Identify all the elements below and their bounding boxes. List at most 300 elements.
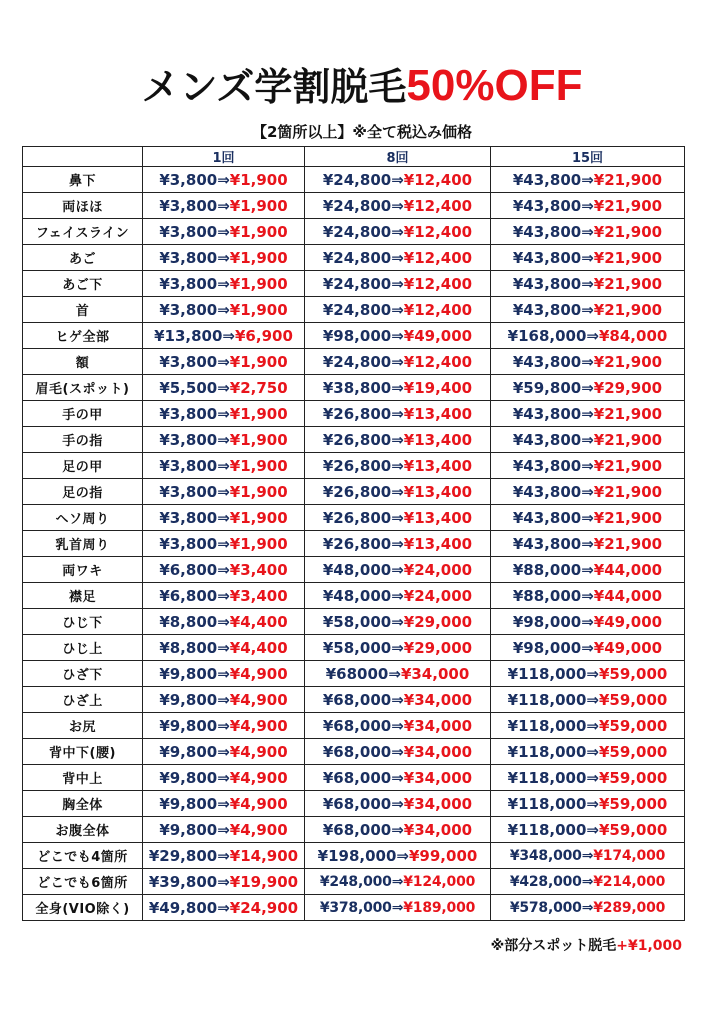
arrow-icon: ⇒ <box>581 873 594 890</box>
price-cell-p8 <box>305 791 491 817</box>
price-cell-p1 <box>143 505 305 531</box>
regular-price: ¥24,800 <box>322 300 392 319</box>
arrow-icon: ⇒ <box>581 300 594 319</box>
table-row <box>23 453 685 479</box>
arrow-icon: ⇒ <box>586 326 599 345</box>
body-part-label: 足の指 <box>23 479 143 505</box>
discount-price: ¥34,000 <box>403 742 473 761</box>
discount-price: ¥19,900 <box>229 872 299 891</box>
price-cell-p8 <box>305 739 491 765</box>
table-row <box>23 375 685 401</box>
arrow-icon: ⇒ <box>581 534 594 553</box>
table-row <box>23 193 685 219</box>
price-cell-p1 <box>143 271 305 297</box>
body-part-label: 両ワキ <box>23 557 143 583</box>
price-cell-p1 <box>143 193 305 219</box>
regular-price: ¥3,800 <box>159 534 218 553</box>
price-cell-p15 <box>491 739 685 765</box>
regular-price: ¥68,000 <box>322 742 392 761</box>
arrow-icon: ⇒ <box>217 664 230 683</box>
discount-price: ¥12,400 <box>403 222 473 241</box>
regular-price: ¥378,000 <box>319 899 392 916</box>
price-cell-p1 <box>143 323 305 349</box>
price-cell-p15 <box>491 479 685 505</box>
price-cell-p8 <box>305 427 491 453</box>
price-cell-p1 <box>143 167 305 193</box>
body-part-label: 鼻下 <box>23 167 143 193</box>
regular-price: ¥118,000 <box>507 742 587 761</box>
discount-price: ¥14,900 <box>229 846 299 865</box>
price-cell-p1 <box>143 713 305 739</box>
price-cell-p15 <box>491 895 685 921</box>
discount-price: ¥1,900 <box>229 196 288 215</box>
arrow-icon: ⇒ <box>581 612 594 631</box>
price-cell-p1 <box>143 375 305 401</box>
regular-price: ¥48,000 <box>322 560 392 579</box>
regular-price: ¥6,800 <box>159 560 218 579</box>
arrow-icon: ⇒ <box>581 899 594 916</box>
arrow-icon: ⇒ <box>581 196 594 215</box>
regular-price: ¥38,800 <box>322 378 392 397</box>
arrow-icon: ⇒ <box>217 508 230 527</box>
arrow-icon: ⇒ <box>217 716 230 735</box>
table-row <box>23 271 685 297</box>
discount-price: ¥3,400 <box>229 586 288 605</box>
discount-price: ¥59,000 <box>599 742 668 761</box>
regular-price: ¥3,800 <box>159 222 218 241</box>
regular-price: ¥68,000 <box>322 820 392 839</box>
price-cell-p1 <box>143 895 305 921</box>
body-part-label: お腹全体 <box>23 817 143 843</box>
discount-price: ¥29,900 <box>593 378 663 397</box>
table-row <box>23 245 685 271</box>
table-row <box>23 297 685 323</box>
body-part-label: あご下 <box>23 271 143 297</box>
regular-price: ¥3,800 <box>159 196 218 215</box>
discount-price: ¥3,400 <box>229 560 288 579</box>
body-part-label: フェイスライン <box>23 219 143 245</box>
price-cell-p8 <box>305 869 491 895</box>
discount-price: ¥34,000 <box>403 690 473 709</box>
regular-price: ¥39,800 <box>148 872 218 891</box>
discount-price: ¥13,400 <box>403 430 473 449</box>
regular-price: ¥58,000 <box>322 638 392 657</box>
price-cell-p1 <box>143 765 305 791</box>
regular-price: ¥168,000 <box>507 326 587 345</box>
arrow-icon: ⇒ <box>217 352 230 371</box>
price-cell-p15 <box>491 609 685 635</box>
body-part-label: ひじ上 <box>23 635 143 661</box>
regular-price: ¥5,500 <box>159 378 218 397</box>
price-cell-p1 <box>143 817 305 843</box>
regular-price: ¥118,000 <box>507 794 587 813</box>
regular-price: ¥9,800 <box>159 664 218 683</box>
price-cell-p1 <box>143 635 305 661</box>
arrow-icon: ⇒ <box>586 768 599 787</box>
table-row <box>23 869 685 895</box>
discount-price: ¥1,900 <box>229 170 288 189</box>
regular-price: ¥9,800 <box>159 690 218 709</box>
regular-price: ¥428,000 <box>509 873 582 890</box>
body-part-label: 眉毛(スポット) <box>23 375 143 401</box>
title-main: メンズ学割脱毛 <box>141 65 407 109</box>
arrow-icon: ⇒ <box>222 326 235 345</box>
arrow-icon: ⇒ <box>217 248 230 267</box>
discount-price: ¥13,400 <box>403 482 473 501</box>
arrow-icon: ⇒ <box>391 873 404 890</box>
regular-price: ¥68,000 <box>322 690 392 709</box>
discount-price: ¥49,000 <box>593 612 663 631</box>
regular-price: ¥348,000 <box>509 847 582 864</box>
arrow-icon: ⇒ <box>217 742 230 761</box>
regular-price: ¥8,800 <box>159 638 218 657</box>
discount-price: ¥84,000 <box>599 326 668 345</box>
title-discount: 50%OFF <box>406 61 583 110</box>
discount-price: ¥34,000 <box>403 716 473 735</box>
body-part-label: 襟足 <box>23 583 143 609</box>
discount-price: ¥12,400 <box>403 274 473 293</box>
price-cell-p8 <box>305 843 491 869</box>
regular-price: ¥43,800 <box>512 534 582 553</box>
arrow-icon: ⇒ <box>391 768 404 787</box>
regular-price: ¥118,000 <box>507 716 587 735</box>
regular-price: ¥43,800 <box>512 248 582 267</box>
regular-price: ¥43,800 <box>512 430 582 449</box>
regular-price: ¥3,800 <box>159 404 218 423</box>
table-row <box>23 661 685 687</box>
regular-price: ¥26,800 <box>322 404 392 423</box>
price-cell-p8 <box>305 583 491 609</box>
price-cell-p8 <box>305 609 491 635</box>
price-cell-p15 <box>491 375 685 401</box>
arrow-icon: ⇒ <box>217 196 230 215</box>
discount-price: ¥12,400 <box>403 352 473 371</box>
regular-price: ¥68,000 <box>322 768 392 787</box>
table-row <box>23 739 685 765</box>
price-cell-p1 <box>143 531 305 557</box>
regular-price: ¥198,000 <box>317 846 397 865</box>
body-part-label: 足の甲 <box>23 453 143 479</box>
price-cell-p15 <box>491 193 685 219</box>
discount-price: ¥49,000 <box>403 326 473 345</box>
discount-price: ¥2,750 <box>229 378 288 397</box>
arrow-icon: ⇒ <box>217 534 230 553</box>
header-1-session: 1回 <box>143 147 305 167</box>
discount-price: ¥24,900 <box>229 898 299 917</box>
regular-price: ¥3,800 <box>159 300 218 319</box>
arrow-icon: ⇒ <box>391 716 404 735</box>
discount-price: ¥21,900 <box>593 352 663 371</box>
price-cell-p15 <box>491 297 685 323</box>
regular-price: ¥3,800 <box>159 456 218 475</box>
arrow-icon: ⇒ <box>581 378 594 397</box>
arrow-icon: ⇒ <box>217 898 230 917</box>
price-cell-p15 <box>491 869 685 895</box>
price-cell-p8 <box>305 271 491 297</box>
regular-price: ¥98,000 <box>512 612 582 631</box>
price-cell-p15 <box>491 635 685 661</box>
price-cell-p8 <box>305 713 491 739</box>
discount-price: ¥189,000 <box>403 899 476 916</box>
discount-price: ¥19,400 <box>403 378 473 397</box>
arrow-icon: ⇒ <box>391 794 404 813</box>
arrow-icon: ⇒ <box>391 456 404 475</box>
discount-price: ¥12,400 <box>403 170 473 189</box>
price-cell-p8 <box>305 895 491 921</box>
arrow-icon: ⇒ <box>391 560 404 579</box>
price-table <box>22 146 685 921</box>
arrow-icon: ⇒ <box>217 690 230 709</box>
table-header-row <box>23 147 685 167</box>
discount-price: ¥1,900 <box>229 482 288 501</box>
price-cell-p15 <box>491 713 685 739</box>
discount-price: ¥59,000 <box>599 664 668 683</box>
arrow-icon: ⇒ <box>217 560 230 579</box>
discount-price: ¥44,000 <box>593 586 663 605</box>
price-cell-p8 <box>305 167 491 193</box>
regular-price: ¥68,000 <box>322 794 392 813</box>
arrow-icon: ⇒ <box>391 248 404 267</box>
arrow-icon: ⇒ <box>391 222 404 241</box>
arrow-icon: ⇒ <box>391 352 404 371</box>
discount-price: ¥21,900 <box>593 196 663 215</box>
body-part-label: 額 <box>23 349 143 375</box>
footnote-surcharge: +¥1,000 <box>616 938 682 954</box>
discount-price: ¥49,000 <box>593 638 663 657</box>
discount-price: ¥21,900 <box>593 456 663 475</box>
table-row <box>23 479 685 505</box>
discount-price: ¥1,900 <box>229 248 288 267</box>
table-row <box>23 323 685 349</box>
arrow-icon: ⇒ <box>586 794 599 813</box>
table-row <box>23 427 685 453</box>
discount-price: ¥1,900 <box>229 456 288 475</box>
regular-price: ¥68,000 <box>322 716 392 735</box>
arrow-icon: ⇒ <box>391 742 404 761</box>
price-cell-p1 <box>143 739 305 765</box>
discount-price: ¥34,000 <box>403 768 473 787</box>
regular-price: ¥24,800 <box>322 274 392 293</box>
price-cell-p15 <box>491 843 685 869</box>
price-cell-p15 <box>491 167 685 193</box>
arrow-icon: ⇒ <box>586 664 599 683</box>
arrow-icon: ⇒ <box>217 768 230 787</box>
regular-price: ¥118,000 <box>507 690 587 709</box>
regular-price: ¥118,000 <box>507 664 587 683</box>
price-cell-p1 <box>143 297 305 323</box>
discount-price: ¥12,400 <box>403 196 473 215</box>
table-row <box>23 687 685 713</box>
discount-price: ¥21,900 <box>593 508 663 527</box>
price-cell-p8 <box>305 193 491 219</box>
discount-price: ¥4,900 <box>229 716 288 735</box>
regular-price: ¥58,000 <box>322 612 392 631</box>
arrow-icon: ⇒ <box>391 196 404 215</box>
arrow-icon: ⇒ <box>391 899 404 916</box>
arrow-icon: ⇒ <box>388 664 401 683</box>
arrow-icon: ⇒ <box>586 820 599 839</box>
regular-price: ¥118,000 <box>507 768 587 787</box>
body-part-label: あご <box>23 245 143 271</box>
body-part-label: 胸全体 <box>23 791 143 817</box>
table-row <box>23 895 685 921</box>
body-part-label: 乳首周り <box>23 531 143 557</box>
arrow-icon: ⇒ <box>391 404 404 423</box>
regular-price: ¥43,800 <box>512 170 582 189</box>
regular-price: ¥9,800 <box>159 768 218 787</box>
regular-price: ¥59,800 <box>512 378 582 397</box>
discount-price: ¥34,000 <box>403 794 473 813</box>
arrow-icon: ⇒ <box>581 482 594 501</box>
arrow-icon: ⇒ <box>581 638 594 657</box>
discount-price: ¥24,000 <box>403 586 473 605</box>
regular-price: ¥24,800 <box>322 196 392 215</box>
price-cell-p15 <box>491 271 685 297</box>
table-row <box>23 167 685 193</box>
price-cell-p8 <box>305 687 491 713</box>
discount-price: ¥59,000 <box>599 820 668 839</box>
price-cell-p15 <box>491 687 685 713</box>
price-cell-p15 <box>491 505 685 531</box>
regular-price: ¥3,800 <box>159 352 218 371</box>
table-row <box>23 349 685 375</box>
table-row <box>23 557 685 583</box>
table-row <box>23 219 685 245</box>
price-cell-p8 <box>305 245 491 271</box>
arrow-icon: ⇒ <box>217 222 230 241</box>
regular-price: ¥49,800 <box>148 898 218 917</box>
table-row <box>23 713 685 739</box>
discount-price: ¥99,000 <box>409 846 478 865</box>
discount-price: ¥21,900 <box>593 222 663 241</box>
discount-price: ¥13,400 <box>403 404 473 423</box>
arrow-icon: ⇒ <box>391 586 404 605</box>
arrow-icon: ⇒ <box>391 638 404 657</box>
arrow-icon: ⇒ <box>581 847 594 864</box>
arrow-icon: ⇒ <box>391 378 404 397</box>
price-cell-p15 <box>491 453 685 479</box>
arrow-icon: ⇒ <box>391 482 404 501</box>
arrow-icon: ⇒ <box>391 612 404 631</box>
price-cell-p8 <box>305 765 491 791</box>
header-8-sessions: 8回 <box>305 147 491 167</box>
body-part-label: 手の甲 <box>23 401 143 427</box>
arrow-icon: ⇒ <box>581 404 594 423</box>
price-table-body <box>23 167 685 921</box>
table-row <box>23 583 685 609</box>
price-cell-p1 <box>143 401 305 427</box>
discount-price: ¥34,000 <box>400 664 470 683</box>
discount-price: ¥4,900 <box>229 768 288 787</box>
body-part-label: ヘソ周り <box>23 505 143 531</box>
arrow-icon: ⇒ <box>217 872 230 891</box>
arrow-icon: ⇒ <box>217 404 230 423</box>
price-cell-p1 <box>143 479 305 505</box>
arrow-icon: ⇒ <box>391 534 404 553</box>
body-part-label: 両ほほ <box>23 193 143 219</box>
table-row <box>23 635 685 661</box>
discount-price: ¥4,400 <box>229 638 288 657</box>
discount-price: ¥214,000 <box>593 873 666 890</box>
discount-price: ¥59,000 <box>599 716 668 735</box>
price-cell-p1 <box>143 453 305 479</box>
discount-price: ¥44,000 <box>593 560 663 579</box>
price-cell-p1 <box>143 349 305 375</box>
arrow-icon: ⇒ <box>217 820 230 839</box>
price-cell-p8 <box>305 453 491 479</box>
discount-price: ¥34,000 <box>403 820 473 839</box>
regular-price: ¥26,800 <box>322 430 392 449</box>
arrow-icon: ⇒ <box>217 612 230 631</box>
arrow-icon: ⇒ <box>396 846 409 865</box>
price-cell-p1 <box>143 219 305 245</box>
regular-price: ¥8,800 <box>159 612 218 631</box>
arrow-icon: ⇒ <box>217 482 230 501</box>
body-part-label: ひざ下 <box>23 661 143 687</box>
body-part-label: 背中上 <box>23 765 143 791</box>
regular-price: ¥29,800 <box>148 846 218 865</box>
price-cell-p8 <box>305 531 491 557</box>
arrow-icon: ⇒ <box>217 846 230 865</box>
discount-price: ¥21,900 <box>593 534 663 553</box>
discount-price: ¥21,900 <box>593 404 663 423</box>
discount-price: ¥13,400 <box>403 508 473 527</box>
arrow-icon: ⇒ <box>391 508 404 527</box>
regular-price: ¥24,800 <box>322 248 392 267</box>
discount-price: ¥59,000 <box>599 690 668 709</box>
header-part <box>23 147 143 167</box>
body-part-label: お尻 <box>23 713 143 739</box>
arrow-icon: ⇒ <box>391 430 404 449</box>
discount-price: ¥21,900 <box>593 248 663 267</box>
price-cell-p15 <box>491 817 685 843</box>
arrow-icon: ⇒ <box>217 300 230 319</box>
price-cell-p15 <box>491 323 685 349</box>
arrow-icon: ⇒ <box>581 456 594 475</box>
body-part-label: ひじ下 <box>23 609 143 635</box>
arrow-icon: ⇒ <box>586 742 599 761</box>
table-row <box>23 609 685 635</box>
price-cell-p1 <box>143 583 305 609</box>
discount-price: ¥6,900 <box>235 326 293 345</box>
table-row <box>23 791 685 817</box>
regular-price: ¥43,800 <box>512 352 582 371</box>
discount-price: ¥21,900 <box>593 430 663 449</box>
price-cell-p15 <box>491 557 685 583</box>
regular-price: ¥98,000 <box>322 326 392 345</box>
discount-price: ¥1,900 <box>229 508 288 527</box>
price-cell-p1 <box>143 557 305 583</box>
price-cell-p8 <box>305 557 491 583</box>
discount-price: ¥1,900 <box>229 300 288 319</box>
price-cell-p8 <box>305 635 491 661</box>
discount-price: ¥29,000 <box>403 638 473 657</box>
regular-price: ¥3,800 <box>159 170 218 189</box>
price-cell-p15 <box>491 531 685 557</box>
price-cell-p8 <box>305 817 491 843</box>
header-15-sessions: 15回 <box>491 147 685 167</box>
price-cell-p1 <box>143 687 305 713</box>
price-cell-p8 <box>305 323 491 349</box>
regular-price: ¥43,800 <box>512 222 582 241</box>
arrow-icon: ⇒ <box>581 508 594 527</box>
discount-price: ¥1,900 <box>229 274 288 293</box>
discount-price: ¥12,400 <box>403 300 473 319</box>
price-cell-p1 <box>143 427 305 453</box>
arrow-icon: ⇒ <box>391 274 404 293</box>
price-cell-p8 <box>305 661 491 687</box>
price-cell-p1 <box>143 869 305 895</box>
